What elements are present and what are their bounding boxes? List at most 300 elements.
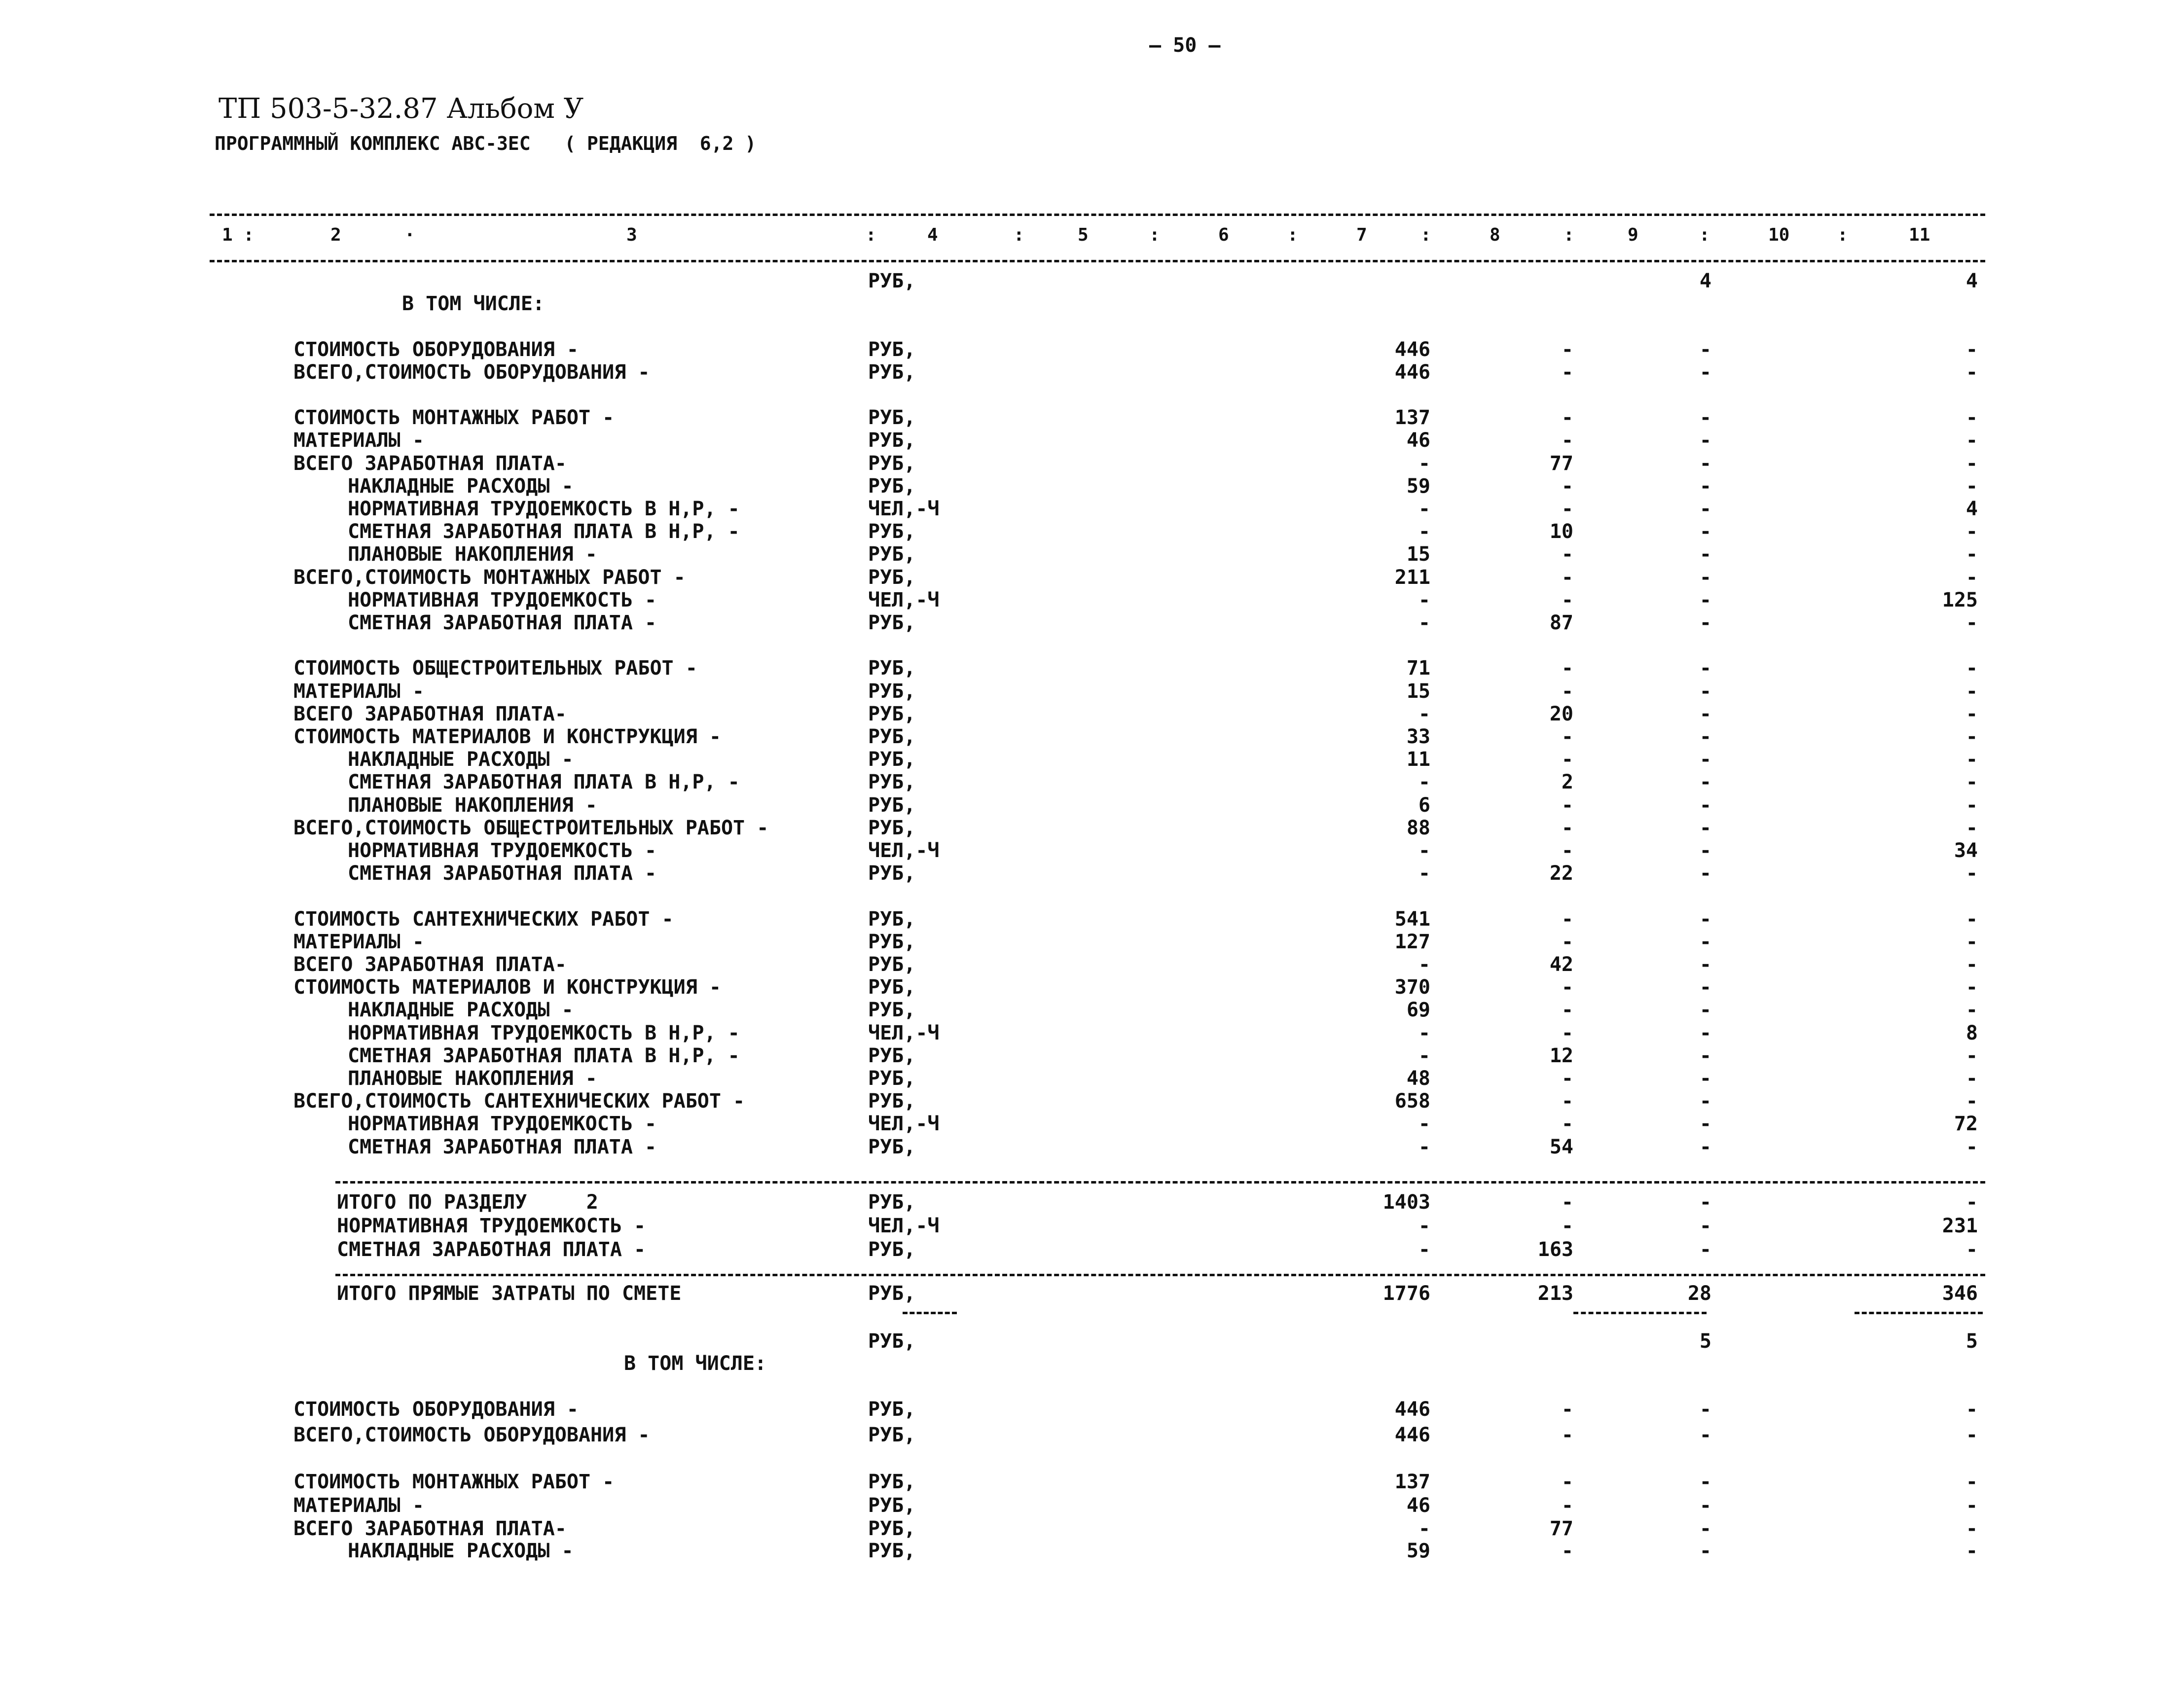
table-row: [0, 1091, 2184, 1113]
header-cell: 7: [1356, 225, 1367, 245]
header-cell: :: [1564, 225, 1574, 245]
col9-cell: 28: [1687, 1282, 1711, 1305]
tail-row: [0, 1519, 2184, 1541]
header-cell: 2: [330, 225, 341, 245]
col11-cell: -: [1966, 1471, 1978, 1493]
tail-row: [0, 1450, 2184, 1472]
row-label: НАКЛАДНЫЕ РАСХОДЫ -: [348, 748, 574, 771]
unit-cell: РУБ,: [868, 270, 916, 292]
table-row: [0, 772, 2184, 794]
col8-cell: 213: [1537, 1282, 1573, 1305]
col7-cell: -: [1418, 1022, 1430, 1044]
table-row: [0, 613, 2184, 635]
col11-cell: -: [1966, 566, 1978, 589]
col11-cell: -: [1966, 338, 1978, 361]
table-row: [0, 841, 2184, 862]
table-row: [0, 499, 2184, 521]
col7-cell: -: [1418, 1113, 1430, 1135]
col11-cell: -: [1966, 953, 1978, 976]
col8-cell: 2: [1561, 771, 1573, 793]
unit-cell: РУБ,: [868, 452, 916, 475]
col11-cell: -: [1966, 361, 1978, 384]
unit-cell: РУБ,: [868, 1517, 916, 1540]
unit-cell: РУБ,: [868, 520, 916, 543]
subtotal-rule: [1855, 1312, 1983, 1314]
row-label: СМЕТНАЯ ЗАРАБОТНАЯ ПЛАТА В Н,Р, -: [348, 520, 740, 543]
table-row: [0, 476, 2184, 498]
row-label: ВСЕГО,СТОИМОСТЬ МОНТАЖНЫХ РАБОТ -: [293, 566, 686, 589]
col8-cell: 163: [1537, 1238, 1573, 1261]
col9-cell: -: [1699, 817, 1711, 839]
table-row: [0, 362, 2184, 384]
col11-cell: 4: [1966, 498, 1978, 520]
col9-cell: -: [1699, 1022, 1711, 1044]
table-row: [0, 385, 2184, 407]
col8-cell: -: [1561, 589, 1573, 611]
row-label: СТОИМОСТЬ МАТЕРИАЛОВ И КОНСТРУКЦИЯ -: [293, 725, 721, 748]
col8-cell: -: [1561, 498, 1573, 520]
col9-cell: -: [1699, 1215, 1711, 1237]
col7-cell: 127: [1394, 931, 1430, 953]
col8-cell: 77: [1549, 1517, 1573, 1540]
tail-row: [0, 1400, 2184, 1421]
grand-total-rule: [335, 1274, 1985, 1276]
row-label: ИТОГО ПРЯМЫЕ ЗАТРАТЫ ПО СМЕТЕ: [337, 1282, 682, 1305]
header-cell: ·: [404, 225, 415, 245]
col9-cell: -: [1699, 1398, 1711, 1421]
header-cell: 1 :: [222, 225, 255, 245]
row-label: ИТОГО ПО РАЗДЕЛУ 2: [337, 1191, 598, 1214]
col11-cell: -: [1966, 452, 1978, 475]
col9-cell: -: [1699, 429, 1711, 452]
document-title: ТП 503-5-32.87 Альбом У: [218, 93, 584, 125]
col11-cell: 72: [1954, 1113, 1978, 1135]
unit-cell: РУБ,: [868, 1238, 916, 1261]
col9-cell: -: [1699, 475, 1711, 498]
col9-cell: -: [1699, 589, 1711, 611]
table-row: [0, 636, 2184, 657]
col7-cell: 59: [1406, 1540, 1430, 1562]
col8-cell: 77: [1549, 452, 1573, 475]
unit-cell: ЧЕЛ,-Ч: [868, 1022, 940, 1044]
col8-cell: -: [1561, 817, 1573, 839]
col7-cell: 137: [1394, 1471, 1430, 1493]
col7-cell: 370: [1394, 976, 1430, 999]
col8-cell: -: [1561, 1494, 1573, 1517]
header-cell: :: [1287, 225, 1298, 245]
tail-row: [0, 1425, 2184, 1447]
col9-cell: -: [1699, 611, 1711, 634]
col7-cell: -: [1418, 862, 1430, 885]
col7-cell: 541: [1394, 908, 1430, 931]
table-row: [0, 1023, 2184, 1045]
col11-cell: -: [1966, 1238, 1978, 1261]
col7-cell: 446: [1394, 1424, 1430, 1446]
col9-cell: -: [1699, 931, 1711, 953]
row-label: ВСЕГО ЗАРАБОТНАЯ ПЛАТА-: [293, 1517, 567, 1540]
table-header-rule: [210, 260, 1985, 262]
table-row: [0, 727, 2184, 749]
col9-cell: -: [1699, 520, 1711, 543]
col8-cell: -: [1561, 1471, 1573, 1493]
col11-cell: -: [1966, 520, 1978, 543]
row-label: СМЕТНАЯ ЗАРАБОТНАЯ ПЛАТА -: [348, 1136, 657, 1158]
col8-cell: -: [1561, 475, 1573, 498]
col9-cell: -: [1699, 703, 1711, 725]
col11-cell: -: [1966, 1398, 1978, 1421]
header-cell: 9: [1628, 225, 1638, 245]
col9-cell: -: [1699, 406, 1711, 429]
table-row: [0, 408, 2184, 430]
col7-cell: 211: [1394, 566, 1430, 589]
unit-cell: ЧЕЛ,-Ч: [868, 498, 940, 520]
unit-cell: РУБ,: [868, 725, 916, 748]
row-label: СТОИМОСТЬ МАТЕРИАЛОВ И КОНСТРУКЦИЯ -: [293, 976, 721, 999]
col7-cell: 46: [1406, 1494, 1430, 1517]
unit-cell: ЧЕЛ,-Ч: [868, 1215, 940, 1237]
col11-cell: -: [1966, 794, 1978, 817]
col8-cell: -: [1561, 1215, 1573, 1237]
header-cell: 10: [1768, 225, 1790, 245]
table-row: [0, 294, 2184, 316]
col9-cell: -: [1699, 498, 1711, 520]
unit-cell: РУБ,: [868, 680, 916, 703]
col7-cell: -: [1418, 498, 1430, 520]
col9-cell: -: [1699, 1113, 1711, 1135]
col7-cell: 71: [1406, 657, 1430, 680]
unit-cell: РУБ,: [868, 1090, 916, 1113]
row-label: ПЛАНОВЫЕ НАКОПЛЕНИЯ -: [348, 543, 597, 566]
unit-cell: РУБ,: [868, 1067, 916, 1090]
row-label: СМЕТНАЯ ЗАРАБОТНАЯ ПЛАТА В Н,Р, -: [348, 771, 740, 793]
table-row: [0, 317, 2184, 338]
table-row: [0, 1137, 2184, 1159]
col9-cell: -: [1699, 338, 1711, 361]
col7-cell: -: [1418, 839, 1430, 862]
table-row: [0, 1114, 2184, 1136]
col7-cell: 69: [1406, 999, 1430, 1021]
col7-cell: 46: [1406, 429, 1430, 452]
col8-cell: -: [1561, 999, 1573, 1021]
unit-cell: РУБ,: [868, 475, 916, 498]
col11-cell: -: [1966, 931, 1978, 953]
col7-cell: -: [1418, 589, 1430, 611]
col11-cell: -: [1966, 1517, 1978, 1540]
document-subtitle: ПРОГРАММНЫЙ КОМПЛЕКС АВС-3ЕС ( РЕДАКЦИЯ 6,2 ): [215, 133, 757, 154]
table-row: [0, 682, 2184, 703]
col11-cell: -: [1966, 657, 1978, 680]
unit-cell: РУБ,: [868, 338, 916, 361]
col11-cell: -: [1966, 543, 1978, 566]
col7-cell: -: [1418, 1215, 1430, 1237]
table-row: [0, 522, 2184, 543]
col7-cell: -: [1418, 1136, 1430, 1158]
col11-cell: -: [1966, 429, 1978, 452]
col11-cell: 5: [1966, 1330, 1978, 1353]
col8-cell: -: [1561, 748, 1573, 771]
col9-cell: -: [1699, 999, 1711, 1021]
unit-cell: РУБ,: [868, 1424, 916, 1446]
unit-cell: РУБ,: [868, 361, 916, 384]
col11-cell: -: [1966, 976, 1978, 999]
unit-cell: РУБ,: [868, 748, 916, 771]
col11-cell: -: [1966, 1494, 1978, 1517]
col8-cell: -: [1561, 1398, 1573, 1421]
col11-cell: -: [1966, 748, 1978, 771]
col9-cell: -: [1699, 1090, 1711, 1113]
row-label: СТОИМОСТЬ САНТЕХНИЧЕСКИХ РАБОТ -: [293, 908, 674, 931]
col7-cell: 6: [1418, 794, 1430, 817]
row-label: СМЕТНАЯ ЗАРАБОТНАЯ ПЛАТА -: [337, 1238, 646, 1261]
col11-cell: -: [1966, 475, 1978, 498]
row-label: СМЕТНАЯ ЗАРАБОТНАЯ ПЛАТА В Н,Р, -: [348, 1044, 740, 1067]
col7-cell: -: [1418, 703, 1430, 725]
col11-cell: 4: [1966, 270, 1978, 292]
row-label: НОРМАТИВНАЯ ТРУДОЕМКОСТЬ -: [348, 839, 657, 862]
grand-total-row: [0, 1284, 2184, 1305]
col7-cell: 88: [1406, 817, 1430, 839]
row-label: НОРМАТИВНАЯ ТРУДОЕМКОСТЬ -: [348, 589, 657, 611]
col9-cell: 4: [1699, 270, 1711, 292]
unit-cell: ЧЕЛ,-Ч: [868, 1113, 940, 1135]
col9-cell: -: [1699, 862, 1711, 885]
col9-cell: -: [1699, 361, 1711, 384]
col8-cell: -: [1561, 429, 1573, 452]
header-cell: :: [1420, 225, 1431, 245]
row-label: НОРМАТИВНАЯ ТРУДОЕМКОСТЬ В Н,Р, -: [348, 1022, 740, 1044]
unit-cell: РУБ,: [868, 953, 916, 976]
header-cell: 4: [927, 225, 938, 245]
col9-cell: -: [1699, 657, 1711, 680]
col8-cell: -: [1561, 839, 1573, 862]
section-total-rule: [335, 1181, 1985, 1184]
col8-cell: 12: [1549, 1044, 1573, 1067]
row-label: НОРМАТИВНАЯ ТРУДОЕМКОСТЬ В Н,Р, -: [348, 498, 740, 520]
section-total-row: [0, 1216, 2184, 1238]
table-row: [0, 340, 2184, 361]
unit-cell: РУБ,: [868, 1398, 916, 1421]
unit-cell: РУБ,: [868, 817, 916, 839]
col7-cell: -: [1418, 771, 1430, 793]
table-row: [0, 658, 2184, 680]
col9-cell: -: [1699, 1517, 1711, 1540]
col11-cell: -: [1966, 1090, 1978, 1113]
row-label: ВСЕГО,СТОИМОСТЬ ОБОРУДОВАНИЯ -: [293, 1424, 650, 1446]
col8-cell: -: [1561, 406, 1573, 429]
col11-cell: -: [1966, 1067, 1978, 1090]
unit-cell: РУБ,: [868, 908, 916, 931]
table-row: [0, 590, 2184, 612]
col9-cell: -: [1699, 1471, 1711, 1493]
col11-cell: -: [1966, 1540, 1978, 1562]
row-label: МАТЕРИАЛЫ -: [293, 429, 424, 452]
unit-cell: РУБ,: [868, 1471, 916, 1493]
header-cell: 6: [1218, 225, 1229, 245]
row-label: ВСЕГО,СТОИМОСТЬ ОБЩЕСТРОИТЕЛЬНЫХ РАБОТ -: [293, 817, 769, 839]
table-row: [0, 544, 2184, 566]
col8-cell: -: [1561, 566, 1573, 589]
col11-cell: -: [1966, 1136, 1978, 1158]
table-row: [0, 886, 2184, 908]
col9-cell: -: [1699, 1136, 1711, 1158]
col9-cell: -: [1699, 1494, 1711, 1517]
col9-cell: -: [1699, 908, 1711, 931]
col11-cell: -: [1966, 1424, 1978, 1446]
col8-cell: -: [1561, 1191, 1573, 1214]
col11-cell: -: [1966, 862, 1978, 885]
header-cell: 8: [1490, 225, 1500, 245]
col9-cell: 5: [1699, 1330, 1711, 1353]
col7-cell: 446: [1394, 338, 1430, 361]
col8-cell: -: [1561, 725, 1573, 748]
col11-cell: 231: [1942, 1215, 1978, 1237]
col7-cell: -: [1418, 611, 1430, 634]
col9-cell: -: [1699, 1191, 1711, 1214]
unit-cell: РУБ,: [868, 771, 916, 793]
col7-cell: -: [1418, 452, 1430, 475]
col11-cell: -: [1966, 1191, 1978, 1214]
unit-cell: РУБ,: [868, 566, 916, 589]
row-label: СМЕТНАЯ ЗАРАБОТНАЯ ПЛАТА -: [348, 611, 657, 634]
col9-cell: -: [1699, 1067, 1711, 1090]
header-cell: 5: [1078, 225, 1089, 245]
col7-cell: 15: [1406, 543, 1430, 566]
col11-cell: -: [1966, 908, 1978, 931]
col7-cell: 446: [1394, 1398, 1430, 1421]
col11-cell: 34: [1954, 839, 1978, 862]
table-row: [0, 750, 2184, 771]
col9-cell: -: [1699, 452, 1711, 475]
col8-cell: -: [1561, 1067, 1573, 1090]
table-row: [0, 863, 2184, 885]
header-cell: 11: [1909, 225, 1930, 245]
table-top-rule: [210, 214, 1985, 216]
table-row: [0, 795, 2184, 817]
unit-cell: РУБ,: [868, 406, 916, 429]
col11-cell: -: [1966, 999, 1978, 1021]
page-number: – 50 –: [1149, 34, 1221, 57]
section-total-row: [0, 1192, 2184, 1214]
row-label: МАТЕРИАЛЫ -: [293, 931, 424, 953]
col9-cell: -: [1699, 566, 1711, 589]
table-row: [0, 454, 2184, 475]
col8-cell: 22: [1549, 862, 1573, 885]
col11-cell: -: [1966, 611, 1978, 634]
unit-cell: РУБ,: [868, 999, 916, 1021]
unit-cell: РУБ,: [868, 611, 916, 634]
col9-cell: -: [1699, 1238, 1711, 1261]
header-cell: :: [1837, 225, 1848, 245]
col9-cell: -: [1699, 543, 1711, 566]
row-label: ВСЕГО ЗАРАБОТНАЯ ПЛАТА-: [293, 452, 567, 475]
col7-cell: 11: [1406, 748, 1430, 771]
col7-cell: 1403: [1383, 1191, 1430, 1214]
col11-cell: -: [1966, 1044, 1978, 1067]
col8-cell: -: [1561, 908, 1573, 931]
col11-cell: -: [1966, 703, 1978, 725]
table-row: [0, 909, 2184, 931]
table-row: [0, 977, 2184, 999]
row-label: В ТОМ ЧИСЛЕ:: [402, 292, 545, 315]
col7-cell: 137: [1394, 406, 1430, 429]
row-label: ВСЕГО,СТОИМОСТЬ САНТЕХНИЧЕСКИХ РАБОТ -: [293, 1090, 745, 1113]
col9-cell: -: [1699, 1540, 1711, 1562]
col11-cell: -: [1966, 680, 1978, 703]
col9-cell: -: [1699, 953, 1711, 976]
col9-cell: -: [1699, 680, 1711, 703]
row-label: СМЕТНАЯ ЗАРАБОТНАЯ ПЛАТА -: [348, 862, 657, 885]
unit-cell: РУБ,: [868, 1282, 916, 1305]
unit-cell: РУБ,: [868, 976, 916, 999]
col11-cell: -: [1966, 406, 1978, 429]
col8-cell: 20: [1549, 703, 1573, 725]
col8-cell: 54: [1549, 1136, 1573, 1158]
col7-cell: 658: [1394, 1090, 1430, 1113]
table-row: [0, 1069, 2184, 1090]
header-cell: :: [1149, 225, 1160, 245]
table-row: [0, 932, 2184, 954]
col7-cell: -: [1418, 1517, 1430, 1540]
tail-row: [0, 1472, 2184, 1494]
col8-cell: 87: [1549, 611, 1573, 634]
table-row: [0, 431, 2184, 452]
row-label: ВСЕГО,СТОИМОСТЬ ОБОРУДОВАНИЯ -: [293, 361, 650, 384]
col9-cell: -: [1699, 748, 1711, 771]
row-label: ВСЕГО ЗАРАБОТНАЯ ПЛАТА-: [293, 953, 567, 976]
unit-cell: РУБ,: [868, 703, 916, 725]
row-label: СТОИМОСТЬ ОБЩЕСТРОИТЕЛЬНЫХ РАБОТ -: [293, 657, 697, 680]
col8-cell: -: [1561, 1540, 1573, 1562]
col8-cell: -: [1561, 657, 1573, 680]
col9-cell: -: [1699, 1044, 1711, 1067]
table-row: [0, 704, 2184, 726]
col8-cell: -: [1561, 543, 1573, 566]
row-label: СТОИМОСТЬ МОНТАЖНЫХ РАБОТ -: [293, 1471, 615, 1493]
row-label: СТОИМОСТЬ МОНТАЖНЫХ РАБОТ -: [293, 406, 615, 429]
col7-cell: -: [1418, 953, 1430, 976]
unit-cell: РУБ,: [868, 543, 916, 566]
table-row: [0, 955, 2184, 976]
unit-cell: РУБ,: [868, 429, 916, 452]
col9-cell: -: [1699, 1424, 1711, 1446]
col9-cell: -: [1699, 794, 1711, 817]
row-label: СТОИМОСТЬ ОБОРУДОВАНИЯ -: [293, 338, 579, 361]
col7-cell: 59: [1406, 475, 1430, 498]
col8-cell: -: [1561, 1090, 1573, 1113]
col7-cell: -: [1418, 520, 1430, 543]
row-label: НОРМАТИВНАЯ ТРУДОЕМКОСТЬ -: [337, 1215, 646, 1237]
col9-cell: -: [1699, 725, 1711, 748]
header-cell: :: [1699, 225, 1710, 245]
col8-cell: 42: [1549, 953, 1573, 976]
row-label: СТОИМОСТЬ ОБОРУДОВАНИЯ -: [293, 1398, 579, 1421]
row-label: НАКЛАДНЫЕ РАСХОДЫ -: [348, 475, 574, 498]
col8-cell: -: [1561, 680, 1573, 703]
row-label: НАКЛАДНЫЕ РАСХОДЫ -: [348, 1540, 574, 1562]
unit-cell: РУБ,: [868, 1136, 916, 1158]
unit-cell: РУБ,: [868, 862, 916, 885]
row-label: НОРМАТИВНАЯ ТРУДОЕМКОСТЬ -: [348, 1113, 657, 1135]
col8-cell: -: [1561, 361, 1573, 384]
table-row: [0, 271, 2184, 293]
unit-cell: РУБ,: [868, 1330, 916, 1353]
including-label: В ТОМ ЧИСЛЕ:: [624, 1352, 766, 1375]
unit-cell: ЧЕЛ,-Ч: [868, 839, 940, 862]
col8-cell: -: [1561, 1113, 1573, 1135]
unit-cell: РУБ,: [868, 1044, 916, 1067]
col7-cell: -: [1418, 1044, 1430, 1067]
row-label: МАТЕРИАЛЫ -: [293, 680, 424, 703]
